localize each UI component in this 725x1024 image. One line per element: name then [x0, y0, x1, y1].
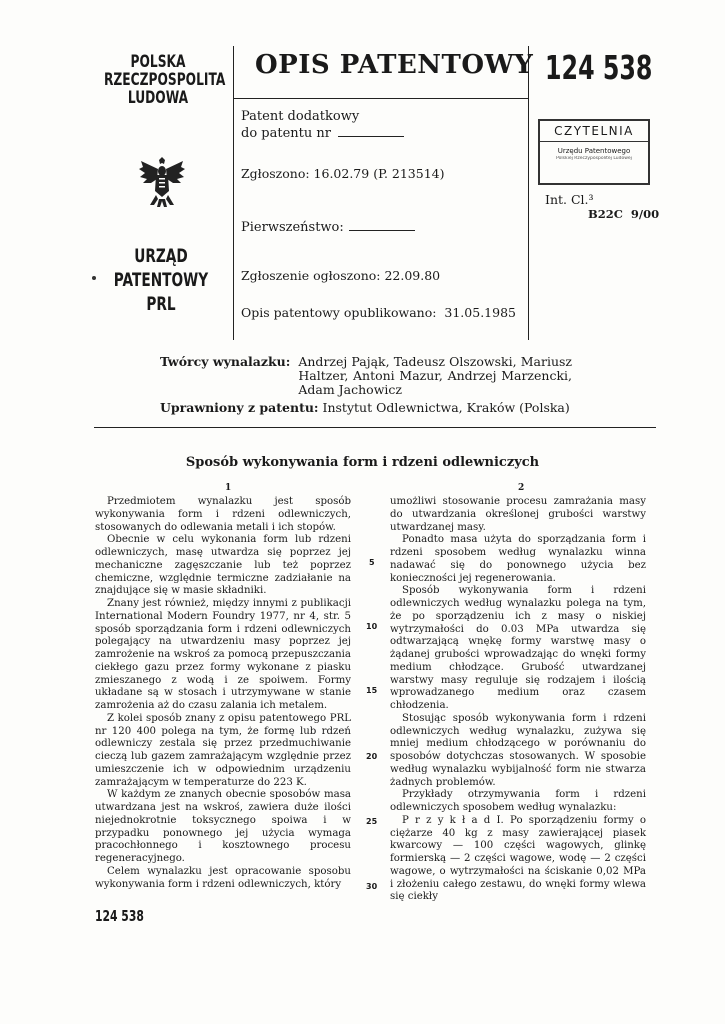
- announcement-date: Zgłoszenie ogłoszono: 22.09.80: [241, 268, 441, 283]
- office-name: URZĄD PATENTOWY PRL: [113, 245, 209, 315]
- additional-patent-label: Patent dodatkowy: [241, 109, 360, 124]
- eagle-emblem-icon: [137, 153, 187, 211]
- stamp-title: CZYTELNIA: [554, 124, 634, 138]
- line-number: 5: [369, 558, 375, 567]
- paragraph: Sposób wykonywania form i rdzeni odlewniczych według wynalazku polega na tym, że po sporządzeniu ich z masy o niskiej wytrzymałości do 0.03 MPa utwardza się odtwarzającą wnękę formy warstwę masy o żądanej grubości wprowadzając do wnęki formy medium chłodzące. Grubość utwardzanej warstwy masy reguluje się rodzajem i ilością wprowadzanego medium oraz czasem chłodzenia.: [390, 585, 646, 711]
- inventors-block: [160, 355, 572, 397]
- document-title: Sposób wykonywania form i rdzeni odlewniczych: [185, 455, 540, 470]
- paragraph: Celem wynalazku jest opracowanie sposobu wykonywania form i rdzeni odlewniczych, który: [95, 865, 351, 890]
- frame-line-left: [233, 46, 234, 340]
- column-number-left: 1: [225, 483, 232, 493]
- line-number: 10: [366, 622, 378, 631]
- classification-label: Int. Cl.³: [545, 192, 594, 207]
- paragraph: Znany jest również, między innymi z publikacji International Modern Foundry 1977, nr 4, str. 5 sposób sporządzania form i rdzeni odlewniczych polegający na utwardzeniu masy poprzez jej zamrożenie na wskroś za pomocą przepuszczania ciekłego gazu przez formy wykonane z piasku zmieszanego z wodą i ze spoiwem. Formy układane są w stosach i utrzymywane w stanie zamrożenia aż do czasu zalania ich metalem.: [95, 598, 351, 711]
- country-name: POLSKA RZECZPOSPOLITA LUDOWA: [104, 52, 226, 108]
- paragraph: P r z y k ł a d I. Po sporządzeniu formy o ciężarze 40 kg z masy zawierającej piasek kwarcowy — 100 części wagowych, glinkę formierską — 2 części wagowe, wodę — 2 części wagowe, o wytrzymałości na ściskanie 0,02 MPa i złożeniu całego zestawu, do wnęki formy wlewa się ciekły: [390, 814, 646, 903]
- document-type-title: OPIS PATENTOWY: [255, 50, 534, 80]
- line-number: 30: [366, 882, 378, 891]
- line-number: 25: [366, 817, 378, 826]
- section-divider: [94, 427, 656, 428]
- stamp-line2: Polskiej Rzeczypospolitej Ludowej: [556, 156, 632, 161]
- footer-patent-number: 124 538: [95, 907, 144, 925]
- line-number: 20: [366, 752, 378, 761]
- assignee-label: Uprawniony z patentu:: [160, 400, 319, 415]
- column-number-right: 2: [518, 483, 525, 493]
- paragraph: Stosując sposób wykonywania form i rdzeni odlewniczych według wynalazku, zużywa się mniej medium chłodzącego w porównaniu do sposobów dotychczas stosowanych. W sposobie według wynalazku wybijalność form nie stwarza żadnych problemów.: [390, 712, 646, 788]
- priority-field: Pierwszeństwo:: [241, 220, 415, 235]
- line-number: 15: [366, 686, 378, 695]
- assignee-block: [160, 400, 570, 415]
- paragraph: umożliwi stosowanie procesu zamrażania masy do utwardzania określonej grubości warstwy utwardzanej masy.: [390, 496, 646, 533]
- parent-patent-field: do patentu nr: [241, 126, 404, 141]
- paragraph: W każdym ze znanych obecnie sposobów masa utwardzana jest na wskroś, zawiera duże ilości niejednokrotnie toksycznego spoiwa i w przypadku ponownego jej użycia wymaga pracochłonnego i kosztownego procesu regeneracyjnego.: [95, 789, 351, 864]
- text-column-left: [95, 496, 351, 891]
- patent-number: 124 538: [545, 48, 653, 87]
- margin-dot: [92, 276, 96, 280]
- filing-date: Zgłoszono: 16.02.79 (P. 213514): [241, 166, 445, 181]
- paragraph: Przykłady otrzymywania form i rdzeni odlewniczych sposobem według wynalazku:: [390, 789, 646, 813]
- text-column-right: [390, 496, 646, 904]
- inventors-label: Twórcy wynalazku:: [160, 354, 291, 369]
- paragraph: Przedmiotem wynalazku jest sposób wykonywania form i rdzeni odlewniczych, stosowanych do odlewania metali i ich stopów.: [95, 496, 351, 533]
- classification-code: B22C 9/00: [588, 207, 660, 221]
- stamp-line1: Urzędu Patentowego: [557, 147, 631, 155]
- paragraph: Ponadto masa użyta do sporządzania form i rdzeni sposobem według wynalazku winna nadawać się do ponownego użycia bez konieczności jej regenerowania.: [390, 534, 646, 584]
- assignee-value: Instytut Odlewnictwa, Kraków (Polska): [322, 400, 570, 415]
- publication-date: Opis patentowy opublikowano: 31.05.1985: [241, 305, 516, 320]
- paragraph: Z kolei sposób znany z opisu patentowego PRL nr 120 400 polega na tym, że formę lub rdzeń odlewniczy zestala się przez przedmuchiwanie cieczą lub gazem zamrażającym względnie przez umieszczenie ich w odpowiednim urządzeniu zamrażającym w temperaturze do 223 K.: [95, 712, 351, 788]
- title-underline: [233, 98, 529, 99]
- library-stamp: [538, 119, 650, 185]
- paragraph: Obecnie w celu wykonania form lub rdzeni odlewniczych, masę utwardza się poprzez jej mechaniczne zagęszczanie lub też poprzez chemiczne, względnie termiczne zadziałanie na znajdujące się w masie składniki.: [95, 534, 351, 597]
- inventors-names: Andrzej Pająk, Tadeusz Olszowski, Mariusz Haltzer, Antoni Mazur, Andrzej Marzencki, Adam Jachowicz: [298, 354, 572, 397]
- frame-line-right: [528, 46, 529, 340]
